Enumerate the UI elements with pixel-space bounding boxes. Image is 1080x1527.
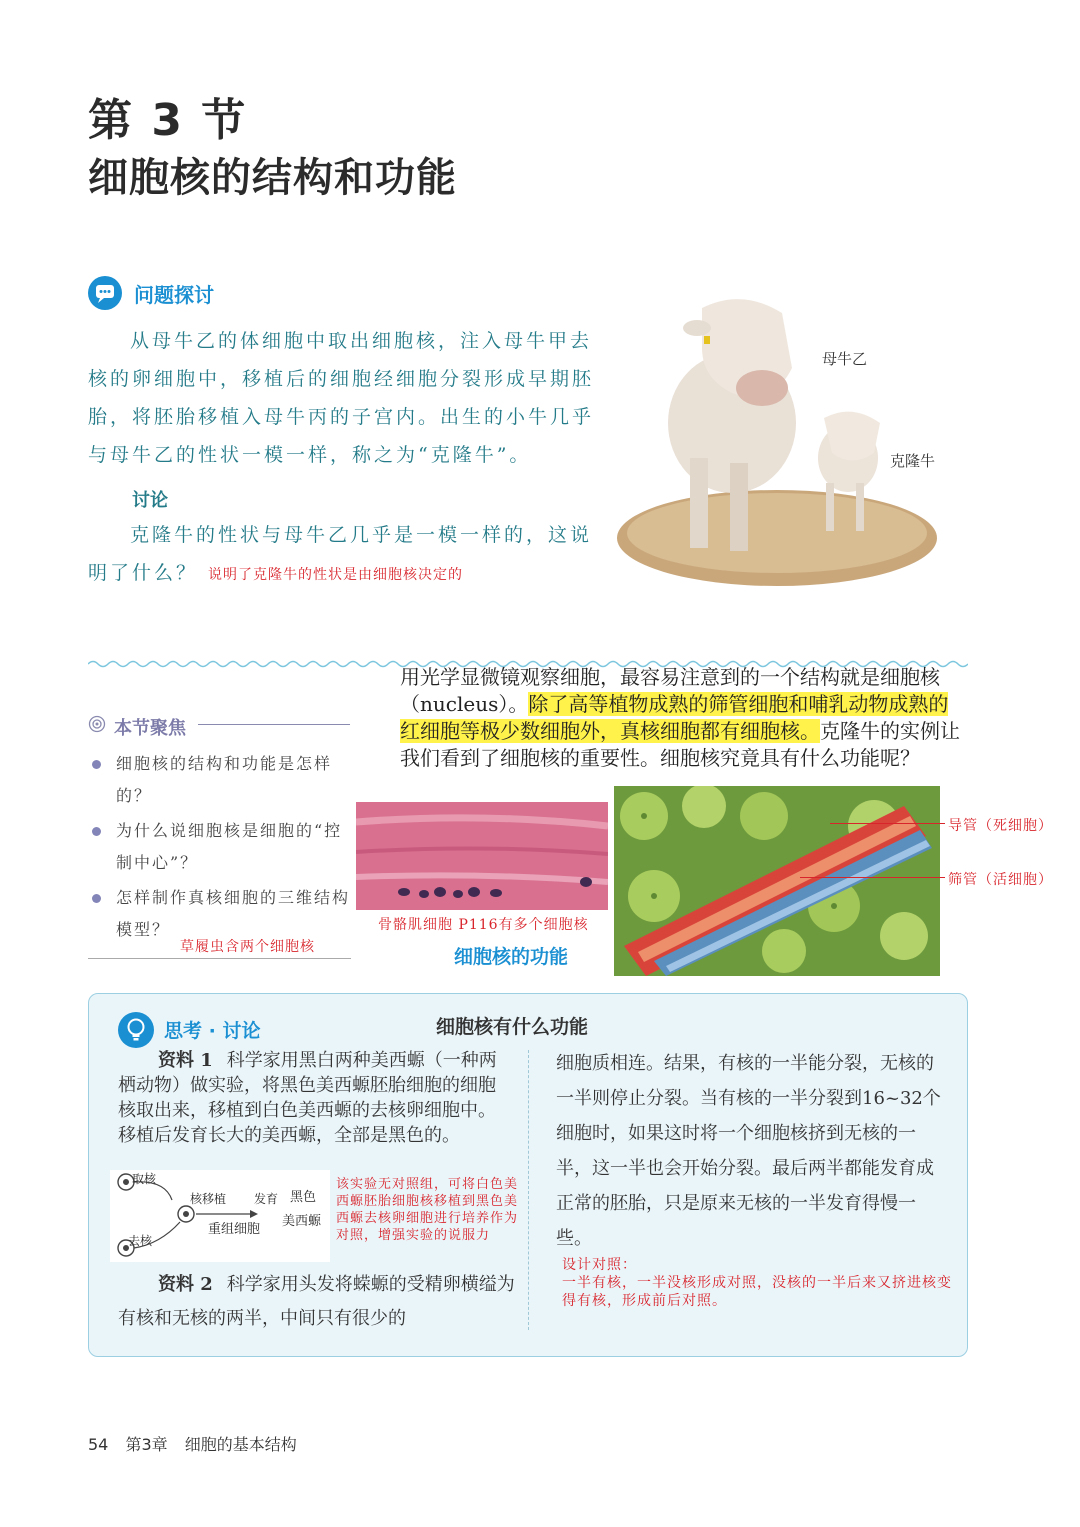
material-2-continued: 细胞质相连。结果，有核的一半能分裂，无核的一半则停止分裂。当有核的一半分裂到16~32个细胞时，如果这时将一个细胞核挤到无核的一半，这一半也会开始分裂。最后两半都能发育成正常的胚胎，只是原来无核的一半发育得慢一些。 xyxy=(556,1053,941,1249)
diagram-transplant: 核移植 xyxy=(190,1192,227,1206)
page-title: 细胞核的结构和功能 xyxy=(88,155,457,201)
focus-item: 细胞核的结构和功能是怎样的？ xyxy=(90,748,355,812)
diagram-remove-nucleus: 去核 xyxy=(128,1234,153,1248)
vessel-pointer-line xyxy=(830,823,945,824)
think-heading: 思考 · 讨论 xyxy=(164,1020,261,1042)
label-clone-cow: 克隆牛 xyxy=(890,452,936,470)
diagram-result-axolotl: 美西螈 xyxy=(282,1214,322,1229)
focus-item: 怎样制作真核细胞的三维结构模型？ xyxy=(90,882,355,946)
design-control-note xyxy=(562,1256,957,1310)
material-1-text: 科学家用黑白两种美西螈（一种两栖动物）做实验，将黑色美西螈胚胎细胞的细胞核取出来，移植到白色美西螈的去核卵细胞中。移植后发育长大的美西螈，全部是黑色的。 xyxy=(118,1050,497,1146)
label-mother-cow: 母牛乙 xyxy=(822,350,868,368)
highlighted-text: 除了高等植物成熟的筛管细胞和哺乳动物成熟的红细胞等极少数细胞外，真核细胞都有细胞核。 xyxy=(400,692,949,743)
discuss-question xyxy=(88,516,598,594)
design-control-text: 一半有核，一半没核形成对照，没核的一半后来又挤进核变得有核，形成前后对照。 xyxy=(562,1275,952,1309)
lightbulb-icon xyxy=(118,1012,154,1048)
problem-heading: 问题探讨 xyxy=(134,283,214,307)
focus-rule xyxy=(198,724,350,725)
intro-paragraph xyxy=(400,664,960,772)
intro-text-2: 克隆牛的实例让我们看到了细胞核的重要性。细胞核究竟具有什么功能呢？ xyxy=(400,719,960,770)
material-2-label: 资料 2 xyxy=(158,1274,213,1295)
sieve-tube-illustration xyxy=(614,786,940,976)
chapter-number: 第3章 xyxy=(125,1435,168,1454)
muscle-micrograph xyxy=(356,802,608,910)
intro-text-1: 用光学显微镜观察细胞，最容易注意到的一个结构就是细胞核（nucleus）。 xyxy=(400,665,940,716)
handwritten-answer: 说明了克隆牛的性状是由细胞核决定的 xyxy=(208,567,464,583)
focus-list xyxy=(90,748,355,949)
question-text: 克隆牛的性状与母牛乙几乎是一模一样的，这说明了什么？ xyxy=(88,524,593,584)
vessel-label: 导管（死细胞） xyxy=(948,818,1053,834)
bullet-icon xyxy=(92,827,101,836)
diagram-take-nucleus: 取核 xyxy=(132,1172,157,1186)
focus-item: 为什么说细胞核是细胞的“控制中心”？ xyxy=(90,815,355,879)
bullet-icon xyxy=(92,894,101,903)
section-number: 第 3 节 xyxy=(88,95,248,146)
sieve-label: 筛管（活细胞） xyxy=(948,872,1053,888)
material-1-label: 资料 1 xyxy=(158,1050,213,1071)
wave-divider xyxy=(88,654,968,664)
discuss-heading: 讨论 xyxy=(132,490,168,511)
think-title: 细胞核有什么功能 xyxy=(436,1016,589,1038)
diagram-result-black: 黑色 xyxy=(290,1190,317,1205)
function-section-heading: 细胞核的功能 xyxy=(454,946,569,968)
focus-handwritten-note: 草履虫含两个细胞核 xyxy=(180,939,315,955)
control-group-note: 该实验无对照组，可将白色美西螈胚胎细胞核移植到黑色美西螈去核卵细胞进行培养作为对照，增强实验的说服力 xyxy=(336,1177,519,1243)
bullet-icon xyxy=(92,760,101,769)
target-icon xyxy=(88,715,106,733)
muscle-handwritten-note: 骨骼肌细胞 P116有多个细胞核 xyxy=(378,917,589,933)
column-divider xyxy=(528,1050,529,1330)
diagram-develop: 发育 xyxy=(254,1192,279,1206)
speech-bubble-icon xyxy=(88,276,122,310)
sieve-pointer-line xyxy=(800,877,945,878)
design-control-label: 设计对照： xyxy=(562,1257,637,1273)
material-2 xyxy=(118,1268,518,1336)
page-footer xyxy=(88,1432,309,1455)
material-2-text: 科学家用头发将蝾螈的受精卵横缢为有核和无核的两半，中间只有很少的 xyxy=(118,1274,515,1329)
focus-bottom-rule xyxy=(88,958,351,959)
problem-paragraph: 从母牛乙的体细胞中取出细胞核，注入母牛甲去核的卵细胞中，移植后的细胞经细胞分裂形成早期胚胎，将胚胎移植入母牛丙的子宫内。出生的小牛几乎与母牛乙的性状一模一样，称之为“克隆牛”。 xyxy=(88,330,595,466)
page-number: 54 xyxy=(88,1435,109,1454)
chapter-title: 细胞的基本结构 xyxy=(184,1435,297,1454)
diagram-recombined: 重组细胞 xyxy=(208,1222,261,1237)
material-1 xyxy=(118,1048,508,1148)
cow-illustration xyxy=(612,288,942,600)
focus-heading: 本节聚焦 xyxy=(114,718,186,739)
nuclear-transfer-diagram xyxy=(110,1170,330,1262)
